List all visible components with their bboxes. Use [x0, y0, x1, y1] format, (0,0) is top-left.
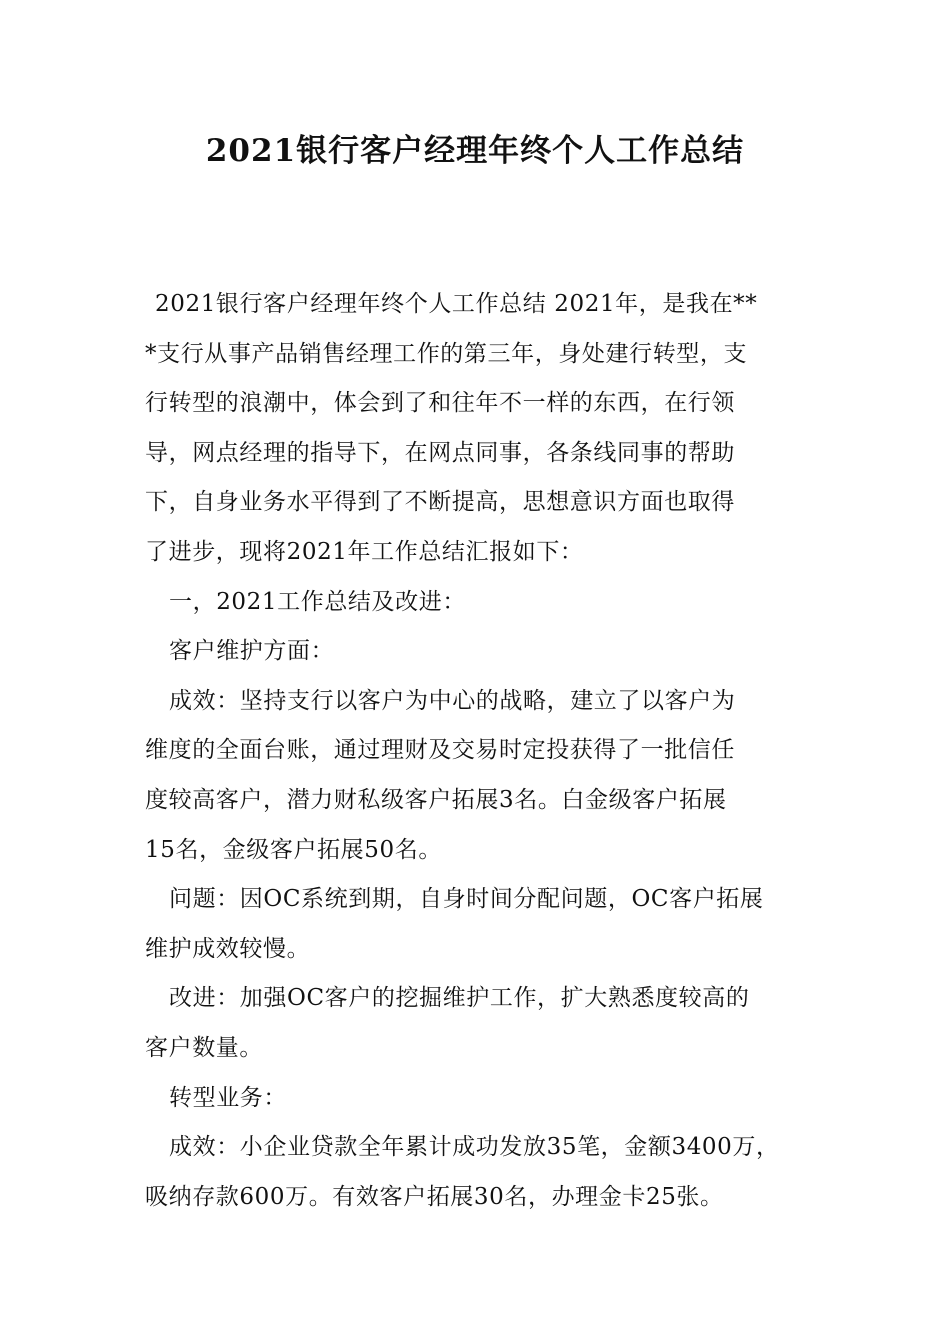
- body-line-6: 了进步，现将2021年工作总结汇报如下：: [145, 538, 584, 565]
- body-line-12: 15名，金级客户拓展50名。: [145, 836, 442, 863]
- subsection-customer-maintenance: 客户维护方面：: [169, 638, 335, 665]
- body-line-1: 2021银行客户经理年终个人工作总结 2021年，是我在**: [155, 291, 758, 317]
- body-line-9: 成效：坚持支行以客户为中心的战略，建立了以客户为: [169, 687, 736, 714]
- body-line-19: 吸纳存款600万。有效客户拓展30名，办理金卡25张。: [145, 1183, 724, 1210]
- body-line-16: 客户数量。: [145, 1034, 263, 1061]
- body-line-13: 问题：因OC系统到期，自身时间分配问题，OC客户拓展: [169, 886, 764, 913]
- body-line-11: 度较高客户，潜力财私级客户拓展3名。白金级客户拓展: [145, 786, 727, 813]
- body-line-3: 行转型的浪潮中，体会到了和往年不一样的东西，在行领: [145, 390, 735, 417]
- body-line-2: *支行从事产品销售经理工作的第三年，身处建行转型，支: [145, 340, 748, 367]
- body-line-18: 成效：小企业贷款全年累计成功发放35笔，金额3400万，: [169, 1134, 780, 1161]
- body-line-5: 下，自身业务水平得到了不断提高，思想意识方面也取得: [145, 489, 735, 516]
- body-line-15: 改进：加强OC客户的挖掘维护工作，扩大熟悉度较高的: [169, 985, 750, 1012]
- document-body: [145, 280, 810, 1222]
- body-line-10: 维度的全面台账，通过理财及交易时定投获得了一批信任: [145, 737, 735, 764]
- body-line-4: 导，网点经理的指导下，在网点同事，各条线同事的帮助: [145, 439, 735, 466]
- body-line-14: 维护成效较慢。: [145, 935, 311, 962]
- document-title: 2021银行客户经理年终个人工作总结: [205, 133, 745, 169]
- section-heading: 一，2021工作总结及改进：: [169, 588, 466, 615]
- subsection-transformation-business: 转型业务：: [169, 1084, 287, 1111]
